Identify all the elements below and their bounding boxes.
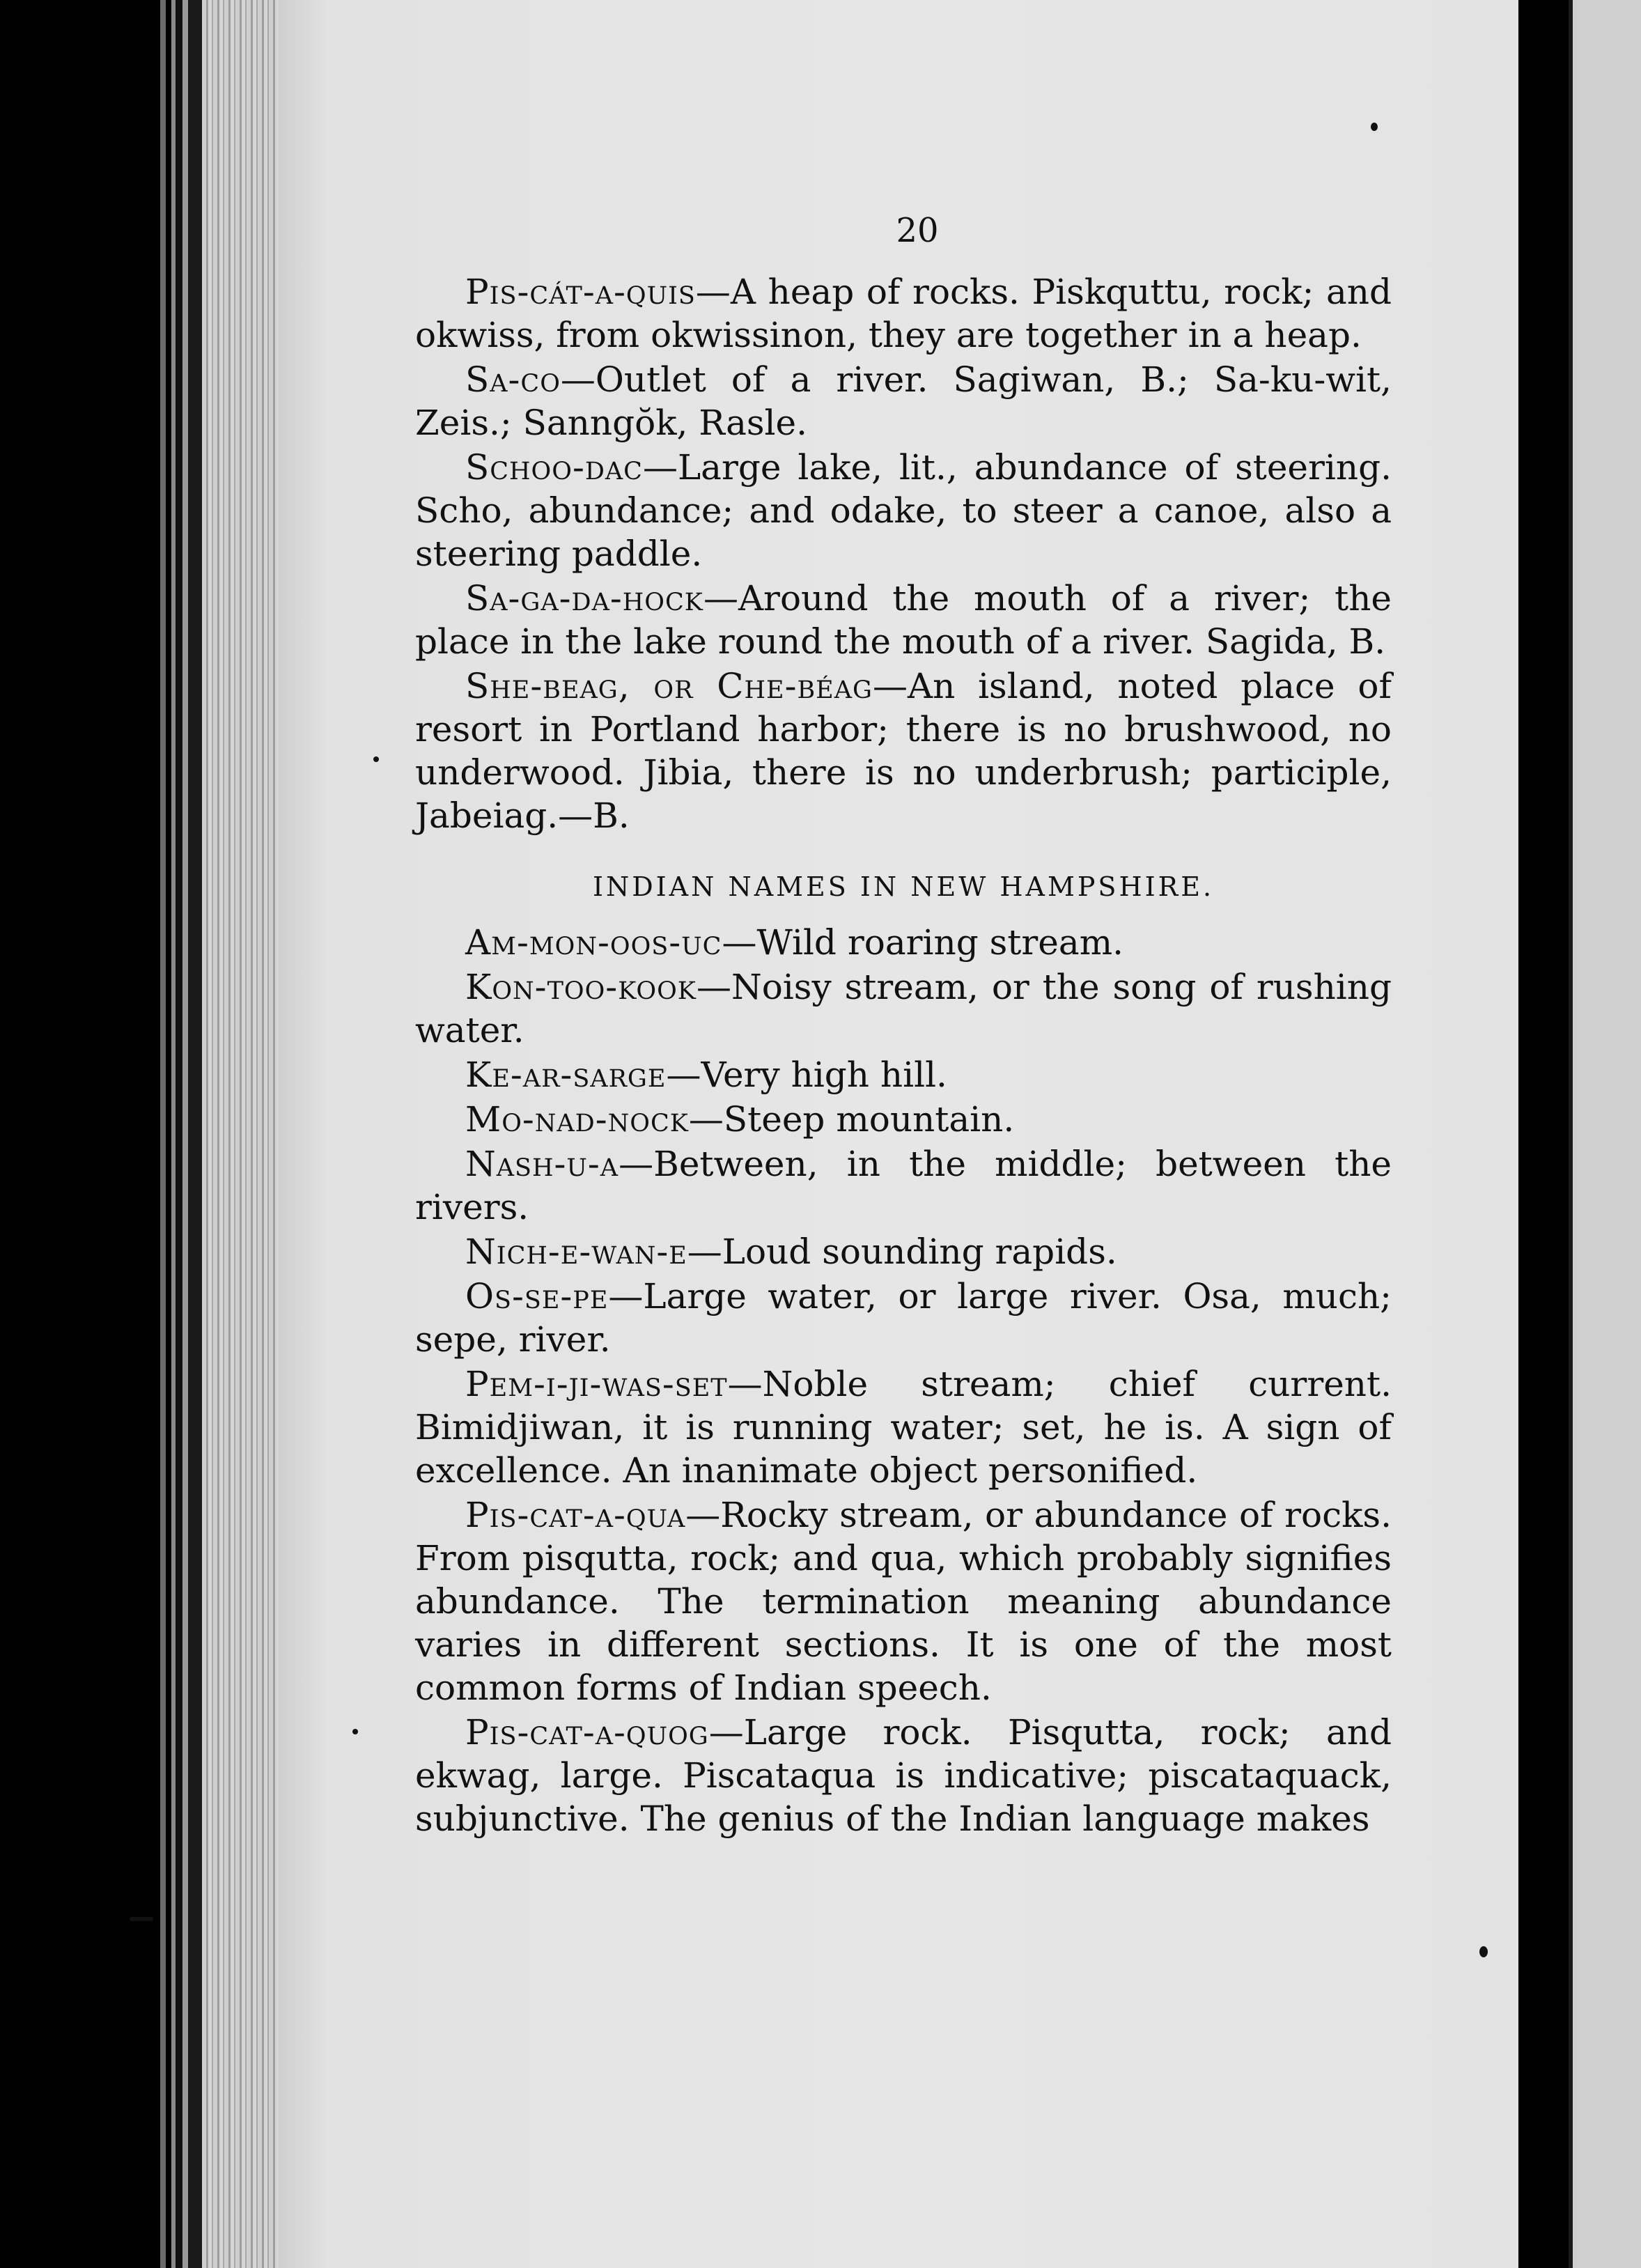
entry-definition: —Steep mountain.: [688, 1099, 1015, 1140]
entry-head: Pis-cat-a-qua: [465, 1495, 686, 1535]
entry-nashua: [415, 1142, 1392, 1229]
entry-definition: —Very high hill.: [666, 1055, 947, 1095]
entry-head: Schoo-dac: [465, 447, 643, 488]
entry-head: Os-se-pe: [465, 1276, 609, 1316]
entry-head: Am-mon-oos-uc: [465, 922, 722, 963]
entries-maine: [415, 270, 1392, 837]
entry-piscataqua: [415, 1493, 1392, 1709]
entry-ossepe: [415, 1275, 1392, 1361]
entry-definition: —Wild roaring stream.: [722, 922, 1123, 963]
entry-definition: —Outlet of a river. Sagiwan, B.; Sa-ku-wit, Zeis.; Sanngŏk, Rasle.: [415, 359, 1392, 443]
entry-definition: —Noisy stream, or the song of rushing water.: [415, 967, 1392, 1050]
entry-head: Mo-nad-nock: [465, 1099, 689, 1140]
entry-definition: —Loud sounding rapids.: [687, 1232, 1117, 1272]
entry-head: Kon-too-kook: [465, 967, 697, 1007]
entry-head: She-beag, or Che-béag: [465, 666, 873, 706]
entry-shebeag: [415, 665, 1392, 837]
entry-head: Sa-co: [465, 359, 561, 400]
page-edges: [202, 0, 279, 2268]
entry-head: Pis-cat-a-quog: [465, 1712, 709, 1753]
ink-speck: [1371, 123, 1378, 131]
entry-definition: —An island, noted place of resort in Portland harbor; there is no brushwood, no underwood. Jibia, there is no underbrush; participle, Jabeiag.—B.: [415, 666, 1392, 836]
entry-head: Pis-cát-a-quis: [465, 272, 696, 312]
entry-kearsarge: [415, 1053, 1392, 1096]
ink-speck: [130, 1917, 153, 1921]
entry-ammonoosuc: [415, 921, 1392, 964]
entry-head: Pem-i-ji-was-set: [465, 1364, 728, 1404]
entry-definition: —Large water, or large river. Osa, much; sepe, river.: [415, 1276, 1392, 1360]
entry-saco: [415, 358, 1392, 444]
entry-monadnock: [415, 1098, 1392, 1141]
entry-definition: —Noble stream; chief current. Bimidjiwan, it is running water; set, he is. A sign of excellence. An inanimate object personified.: [415, 1364, 1392, 1491]
book-spine: [0, 0, 202, 2268]
entry-definition: —Between, in the middle; between the rivers.: [415, 1144, 1392, 1227]
page-text: [415, 209, 1392, 1842]
entry-schoodac: [415, 446, 1392, 575]
entry-head: Nash-u-a: [465, 1144, 619, 1184]
entry-definition: —Large rock. Pisqutta, rock; and ekwag, large. Piscataqua is indicative; piscataquack, subjunctive. The genius of the Indian language makes: [415, 1712, 1392, 1839]
entry-kontookook: [415, 965, 1392, 1052]
entry-piscataquis: [415, 270, 1392, 357]
entry-piscataquog: [415, 1711, 1392, 1840]
entry-nichewane: [415, 1230, 1392, 1273]
ink-speck: [352, 1729, 358, 1734]
entry-head: Sa-ga-da-hock: [465, 578, 703, 619]
entry-definition: —Large lake, lit., abundance of steering. Scho, abundance; and odake, to steer a canoe, also a steering paddle.: [415, 447, 1392, 574]
section-heading: INDIAN NAMES IN NEW HAMPSHIRE.: [592, 871, 1215, 902]
entry-definition: —A heap of rocks. Piskquttu, rock; and okwiss, from okwissinon, they are together in a heap.: [415, 272, 1392, 355]
ink-speck: [373, 756, 379, 762]
entry-pemijiwasset: [415, 1362, 1392, 1492]
entry-head: Nich-e-wan-e: [465, 1232, 687, 1272]
page-number: 20: [896, 211, 939, 250]
ink-speck: [1479, 1946, 1488, 1957]
next-page-edge: [1569, 0, 1641, 2268]
entry-definition: —Rocky stream, or abundance of rocks. From pisqutta, rock; and qua, which probably signifies abundance. The termination meaning abundance varies in different sections. It is one of the most common forms of Indian speech.: [415, 1495, 1392, 1708]
entries-new-hampshire: [415, 921, 1392, 1840]
entry-head: Ke-ar-sarge: [465, 1055, 667, 1095]
entry-sagadahock: [415, 577, 1392, 663]
entry-definition: —Around the mouth of a river; the place in the lake round the mouth of a river. Sagida, B.: [415, 578, 1392, 662]
